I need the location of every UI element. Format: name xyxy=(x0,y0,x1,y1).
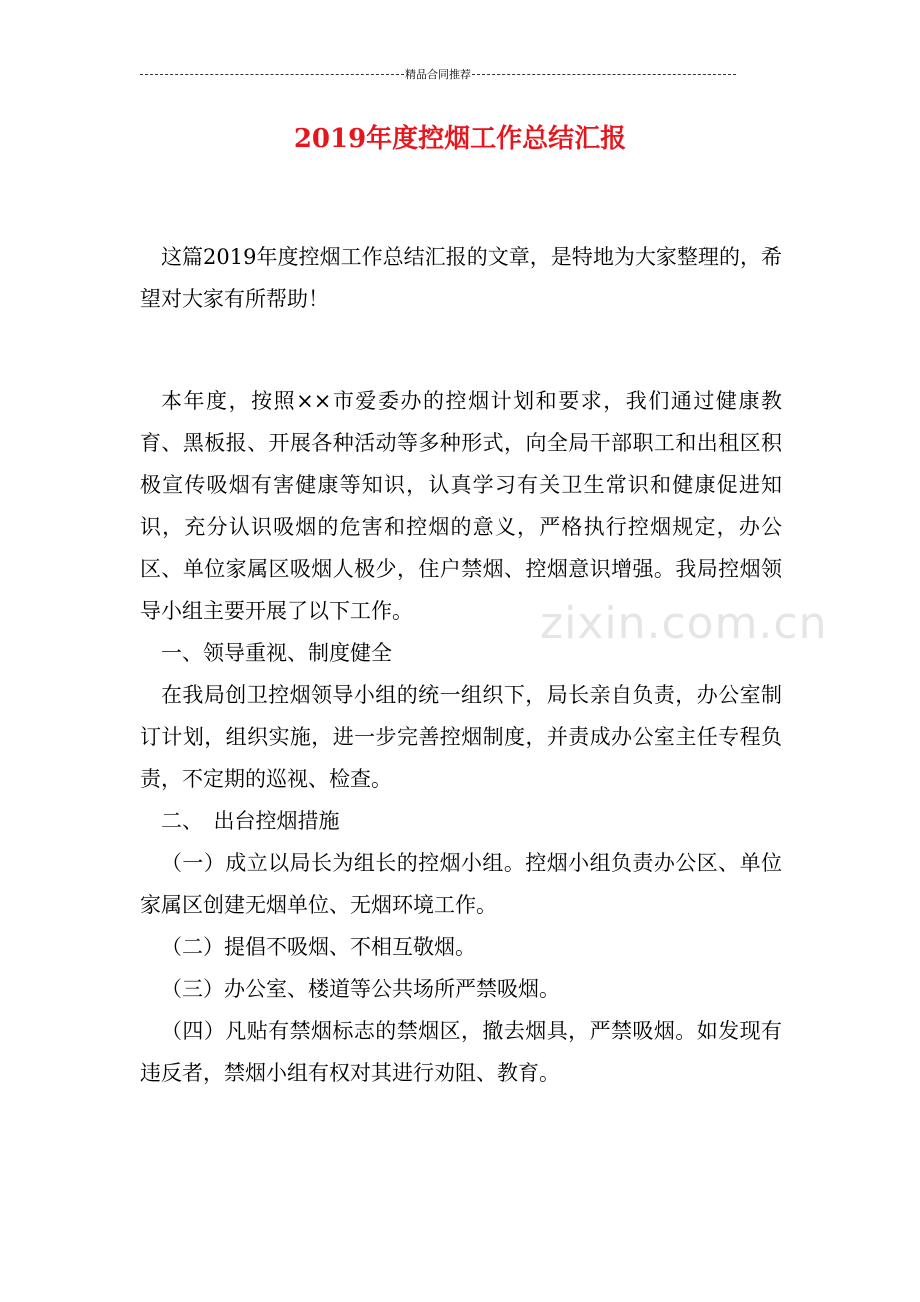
header-rule xyxy=(140,66,736,82)
paragraph-overview: 本年度，按照××市爱委办的控烟计划和要求，我们通过健康教育、黑板报、开展各种活动等多种形式，向全局干部职工和出租区积极宣传吸烟有害健康等知识，认真学习有关卫生常识和健康促进知识，充分认识吸烟的危害和控烟的意义，严格执行控烟规定，办公区、单位家属区吸烟人极少，住户禁烟、控烟意识增强。我局控烟领导小组主要开展了以下工作。 xyxy=(140,389,782,623)
document-body xyxy=(140,236,782,1094)
header-dash-left xyxy=(140,74,404,75)
section-heading-2: 二、 出台控烟措施 xyxy=(161,809,340,833)
document-title: 2019年度控烟工作总结汇报 xyxy=(293,124,627,154)
spacer xyxy=(140,320,782,380)
header-dash-right xyxy=(472,74,736,75)
watermark: zixin.com.cn xyxy=(540,598,828,649)
measure-4: （四）凡贴有禁烟标志的禁烟区，撤去烟具，严禁吸烟。如发现有违反者，禁烟小组有权对其进行劝阻、教育。 xyxy=(140,1019,782,1085)
measure-1: （一）成立以局长为组长的控烟小组。控烟小组负责办公区、单位家属区创建无烟单位、无烟环境工作。 xyxy=(140,851,782,917)
measure-3: （三）办公室、楼道等公共场所严禁吸烟。 xyxy=(161,977,560,1001)
paragraph-section-1: 在我局创卫控烟领导小组的统一组织下，局长亲自负责，办公室制订计划，组织实施，进一步完善控烟制度，并责成办公室主任专程负责，不定期的巡视、检查。 xyxy=(140,683,782,791)
section-heading-1: 一、领导重视、制度健全 xyxy=(161,641,392,665)
measure-2: （二）提倡不吸烟、不相互敬烟。 xyxy=(161,935,476,959)
header-label: 精品合同推荐 xyxy=(405,68,471,81)
intro-paragraph: 这篇2019年度控烟工作总结汇报的文章，是特地为大家整理的，希望对大家有所帮助！ xyxy=(140,245,782,311)
